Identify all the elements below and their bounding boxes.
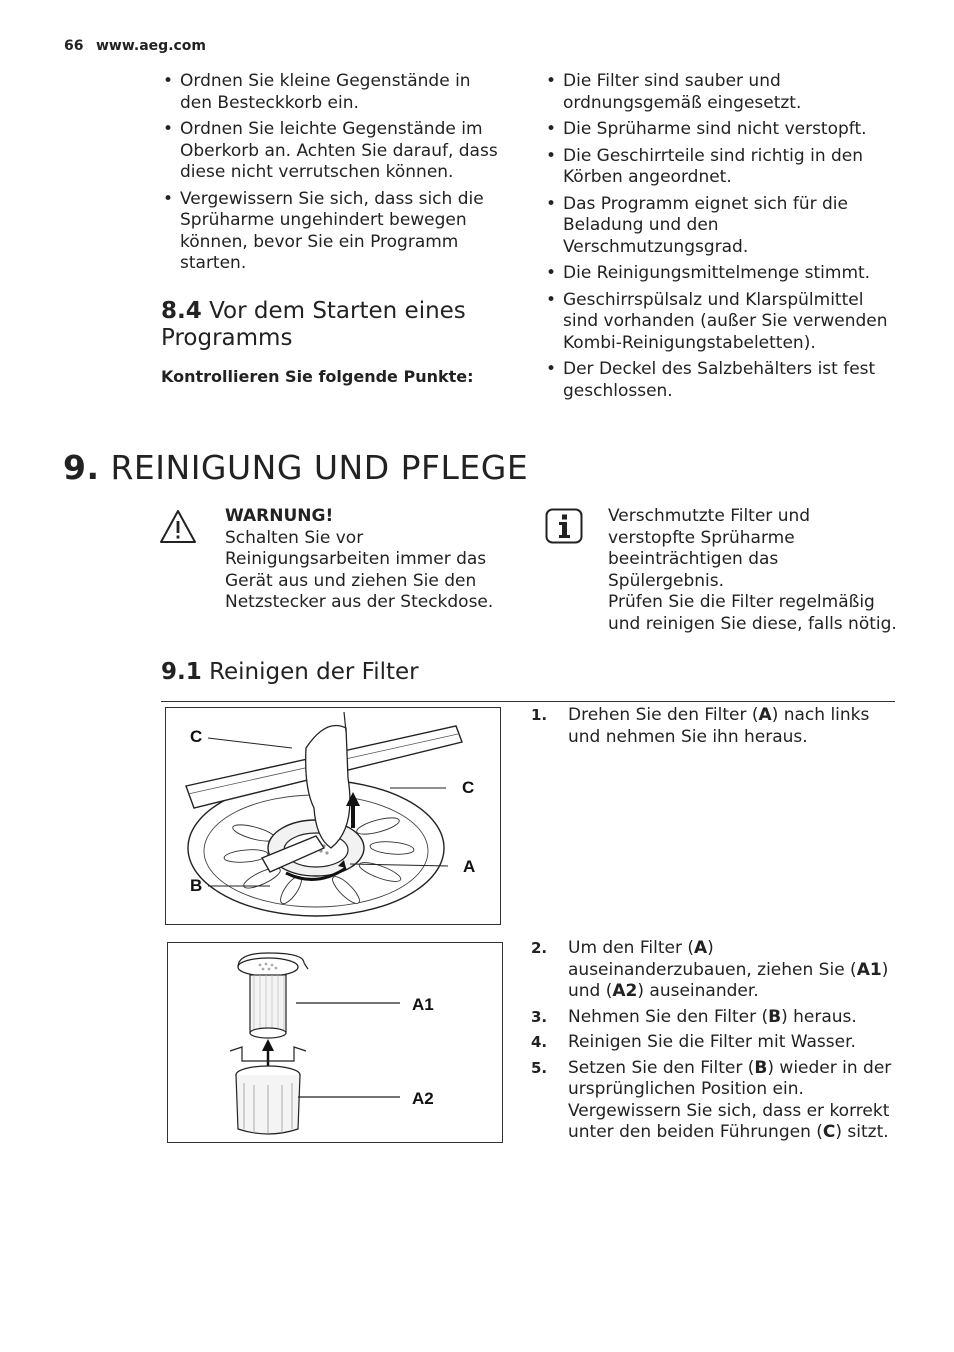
step-text: ) wieder in der ursprünglichen Position ein. Vergewissern Sie sich, dass er korrekt unter den beiden Führungen ( <box>568 1057 892 1142</box>
steps-group-2 <box>531 938 893 1148</box>
step-text: Nehmen Sie den Filter ( <box>568 1006 769 1027</box>
step-text: Drehen Sie den Filter ( <box>568 705 759 725</box>
section-8-4-heading <box>161 298 501 352</box>
chapter-9-heading <box>63 448 528 487</box>
step-text: ) heraus. <box>781 1006 857 1027</box>
list-item: • Die Filter sind sauber und ordnungsgemäß eingesetzt. <box>544 71 894 114</box>
step-text: Um den Filter ( <box>568 938 694 958</box>
info-text-2: Prüfen Sie die Filter regelmäßig und reinigen Sie diese, falls nötig. <box>608 592 897 634</box>
step-ref: A2 <box>612 981 638 1001</box>
list-item: • Vergewissern Sie sich, dass sich die Sprüharme ungehindert bewegen können, bevor Sie ein Programm starten. <box>161 189 506 275</box>
info-text-1: Verschmutzte Filter und verstopfte Sprüharme beeinträchtigen das Spülergebnis. <box>608 506 811 591</box>
section-number: 9.1 <box>161 659 202 685</box>
steps-group-1 <box>531 705 893 752</box>
section-title: Vor dem Starten eines Programms <box>161 298 466 351</box>
label-b: B <box>190 876 203 895</box>
label-a2: A2 <box>412 1089 434 1108</box>
step-text: Reinigen Sie die Filter mit Wasser. <box>568 1032 856 1052</box>
step-item <box>531 1007 893 1029</box>
list-item: • Das Programm eignet sich für die Beladung und den Verschmutzungsgrad. <box>544 194 894 259</box>
info-block <box>608 506 898 635</box>
label-c-top: C <box>190 727 203 746</box>
section-number: 8.4 <box>161 298 202 324</box>
step-ref: B <box>754 1057 768 1078</box>
warning-icon <box>159 509 197 545</box>
label-c-right: C <box>462 778 475 797</box>
section-title: Reinigen der Filter <box>209 659 419 685</box>
label-a: A <box>463 857 476 876</box>
list-item: • Ordnen Sie leichte Gegenstände im Oberkorb an. Achten Sie darauf, dass diese nicht verrutschen können. <box>161 119 506 184</box>
page-number: 66 <box>64 38 84 54</box>
step-item <box>531 1058 893 1144</box>
step-text: ) nach links und nehmen Sie ihn heraus. <box>568 705 870 747</box>
filter-disassembly-figure <box>167 942 503 1143</box>
step-number: 2. <box>531 939 548 957</box>
step-number: 5. <box>531 1058 548 1077</box>
chapter-number: 9. <box>63 448 100 487</box>
list-item: • Geschirrspülsalz und Klarspülmittel sind vorhanden (außer Sie verwenden Kombi-Reinigungstabeletten). <box>544 290 894 355</box>
step-text: ) auseinander. <box>637 981 759 1001</box>
filter-removal-figure <box>165 707 501 925</box>
step-item <box>531 938 893 1003</box>
warning-text: Schalten Sie vor Reinigungsarbeiten immer das Gerät aus und ziehen Sie den Netzstecker aus der Steckdose. <box>225 527 494 612</box>
list-item: • Ordnen Sie kleine Gegenstände in den Besteckkorb ein. <box>161 71 506 114</box>
list-item: • Die Reinigungsmittelmenge stimmt. <box>544 263 894 285</box>
step-ref: A1 <box>856 959 882 980</box>
step-ref: A <box>758 705 772 725</box>
list-item: • Der Deckel des Salzbehälters ist fest geschlossen. <box>544 359 894 402</box>
list-item: • Die Sprüharme sind nicht verstopft. <box>544 119 894 141</box>
warning-block <box>225 506 510 614</box>
step-number: 3. <box>531 1007 548 1026</box>
chapter-title: REINIGUNG UND PFLEGE <box>110 448 529 487</box>
info-icon <box>545 508 583 544</box>
left-bullet-list <box>161 71 506 280</box>
step-text: ) und ( <box>568 959 889 1001</box>
section-8-4-subheading: Kontrollieren Sie folgende Punkte: <box>161 367 474 386</box>
step-text: Setzen Sie den Filter ( <box>568 1057 755 1078</box>
step-text: ) auseinanderzubauen, ziehen Sie ( <box>568 938 857 980</box>
step-item <box>531 705 893 748</box>
step-item <box>531 1032 893 1054</box>
step-ref: C <box>822 1122 836 1142</box>
label-a1: A1 <box>412 995 434 1014</box>
list-item: • Die Geschirrteile sind richtig in den Körben angeordnet. <box>544 146 894 189</box>
step-number: 4. <box>531 1033 548 1051</box>
step-ref: B <box>768 1006 782 1027</box>
step-number: 1. <box>531 706 548 724</box>
step-text: ) sitzt. <box>835 1122 889 1142</box>
section-divider <box>161 701 895 702</box>
step-ref: A <box>693 938 708 958</box>
warning-title: WARNUNG! <box>225 506 334 526</box>
header-url: www.aeg.com <box>96 38 207 54</box>
section-9-1-heading <box>161 659 419 686</box>
right-bullet-list <box>544 71 894 407</box>
